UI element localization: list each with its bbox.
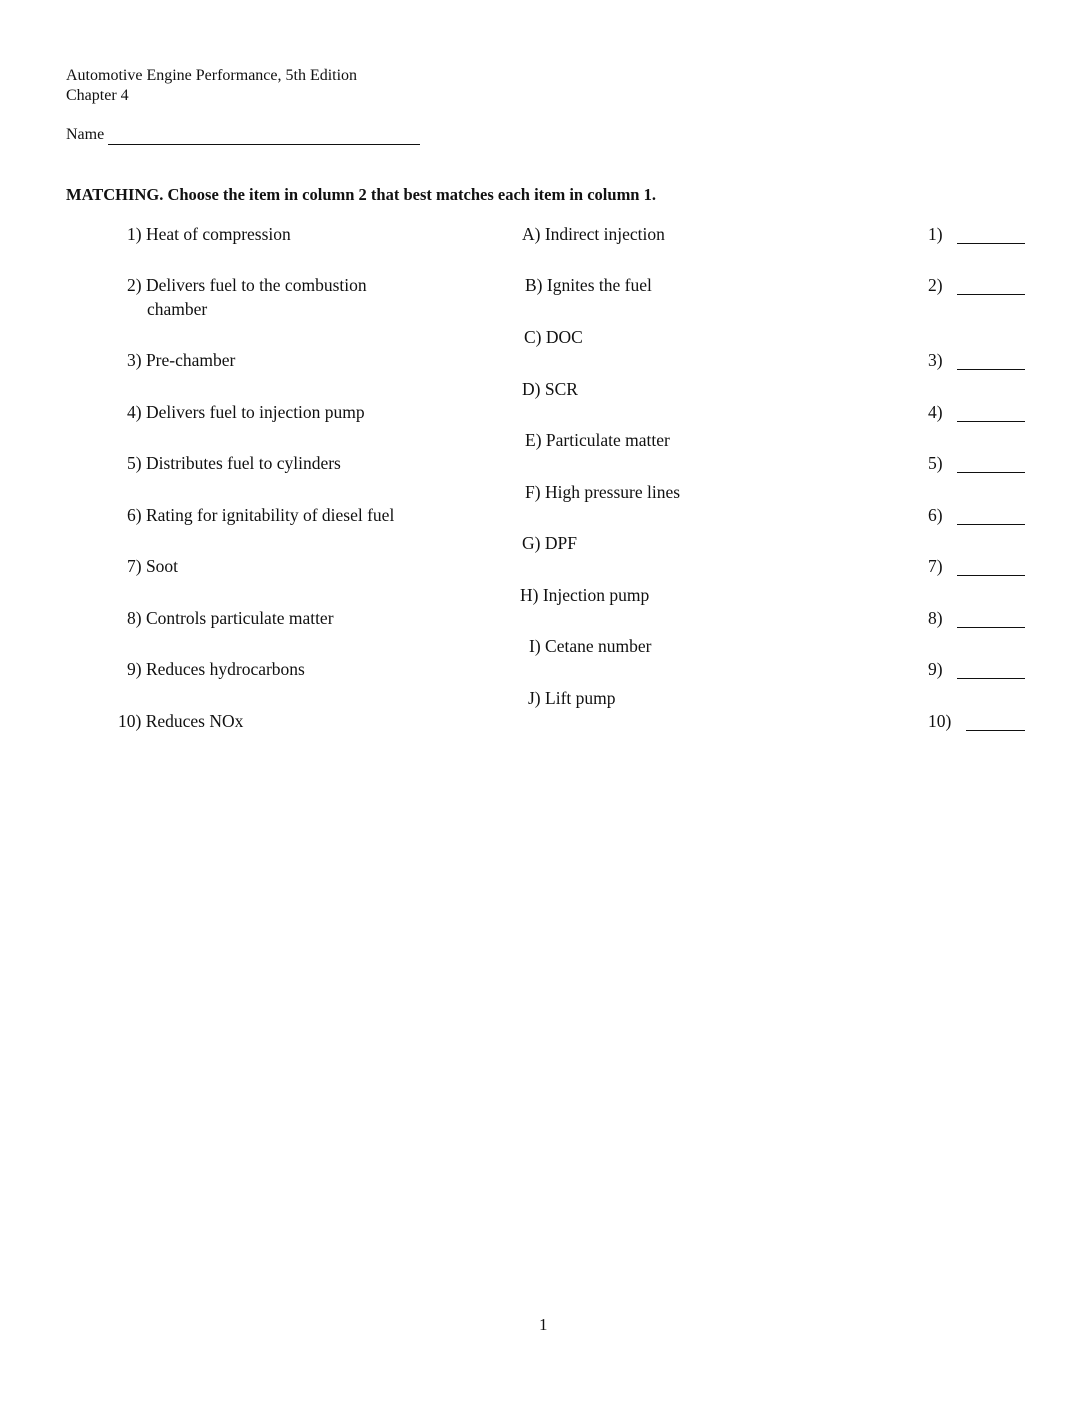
course-title: Automotive Engine Performance, 5th Edition (66, 67, 358, 84)
item-letter: B) (525, 275, 543, 295)
answer-number: 6) (928, 505, 943, 525)
answer-blank[interactable] (957, 294, 1025, 295)
item-text: Reduces hydrocarbons (145, 659, 305, 679)
item-text: Delivers fuel to injection pump (145, 402, 365, 422)
item-letter: E) (525, 430, 542, 450)
column2-item (522, 224, 665, 245)
answer-number: 5) (928, 453, 943, 473)
item-text: Lift pump (545, 688, 616, 708)
item-text: Heat of compression (145, 224, 291, 244)
item-number: 5) (127, 453, 142, 473)
instructions: MATCHING. Choose the item in column 2 that best matches each item in column 1. (66, 185, 656, 204)
answer-blank[interactable] (957, 524, 1025, 525)
item-number: 10) (118, 711, 142, 731)
answer-number: 9) (928, 659, 943, 679)
column2-item (522, 533, 577, 554)
column2-item (520, 585, 649, 606)
item-text: Ignites the fuel (546, 275, 652, 295)
answer-number: 7) (928, 556, 943, 576)
item-text: Cetane number (545, 636, 652, 656)
item-letter: D) (522, 379, 541, 399)
answer-blank[interactable] (966, 730, 1025, 731)
item-letter: G) (522, 533, 541, 553)
column1-item-continuation: chamber (147, 299, 208, 319)
item-letter: H) (520, 585, 539, 605)
item-text: Indirect injection (544, 224, 665, 244)
item-number: 1) (127, 224, 142, 244)
item-number: 4) (127, 402, 142, 422)
column1-item (118, 711, 243, 732)
column2-item (525, 482, 680, 503)
item-letter: F) (525, 482, 541, 502)
item-text: High pressure lines (544, 482, 681, 502)
name-field[interactable] (108, 144, 420, 145)
column2-item (525, 275, 652, 296)
column1-item (127, 505, 394, 526)
column2-item (522, 379, 578, 400)
answer-number: 4) (928, 402, 943, 422)
item-number: 9) (127, 659, 142, 679)
item-letter: I) (529, 636, 541, 656)
answer-blank[interactable] (957, 678, 1025, 679)
item-letter: C) (524, 327, 542, 347)
item-text: Reduces NOx (145, 711, 244, 731)
item-text: Distributes fuel to cylinders (145, 453, 341, 473)
column1-item (127, 350, 235, 371)
answer-blank[interactable] (957, 369, 1025, 370)
column2-item (525, 430, 670, 451)
item-text: Delivers fuel to the combustion (145, 275, 367, 295)
item-letter: J) (528, 688, 541, 708)
item-number: 7) (127, 556, 142, 576)
answer-blank[interactable] (957, 627, 1025, 628)
item-text: SCR (544, 379, 578, 399)
column1-item (127, 275, 367, 296)
column2-item (529, 636, 651, 657)
answer-number: 2) (928, 275, 943, 295)
column1-item (127, 402, 365, 423)
item-text: Rating for ignitability of diesel fuel (145, 505, 395, 525)
item-number: 2) (127, 275, 142, 295)
chapter-label: Chapter 4 (66, 87, 129, 104)
column1-item (127, 608, 334, 629)
item-text: Soot (145, 556, 179, 576)
answer-number: 3) (928, 350, 943, 370)
answer-number: 1) (928, 224, 943, 244)
item-number: 8) (127, 608, 142, 628)
item-letter: A) (522, 224, 541, 244)
name-label: Name (66, 126, 105, 143)
page-number: 1 (539, 1315, 548, 1334)
item-number: 6) (127, 505, 142, 525)
item-text: Injection pump (542, 585, 650, 605)
answer-number: 10) (928, 711, 952, 731)
item-text: Controls particulate matter (145, 608, 334, 628)
column1-item (127, 659, 305, 680)
answer-blank[interactable] (957, 421, 1025, 422)
column1-item (127, 224, 291, 245)
answer-blank[interactable] (957, 243, 1025, 244)
answer-blank[interactable] (957, 472, 1025, 473)
item-text: Pre-chamber (145, 350, 236, 370)
column2-item (524, 327, 583, 348)
item-number: 3) (127, 350, 142, 370)
column1-item (127, 556, 178, 577)
answer-number: 8) (928, 608, 943, 628)
item-text: DOC (545, 327, 583, 347)
answer-blank[interactable] (957, 575, 1025, 576)
column1-item (127, 453, 341, 474)
column2-item (528, 688, 616, 709)
item-text: DPF (544, 533, 577, 553)
item-text: Particulate matter (545, 430, 670, 450)
